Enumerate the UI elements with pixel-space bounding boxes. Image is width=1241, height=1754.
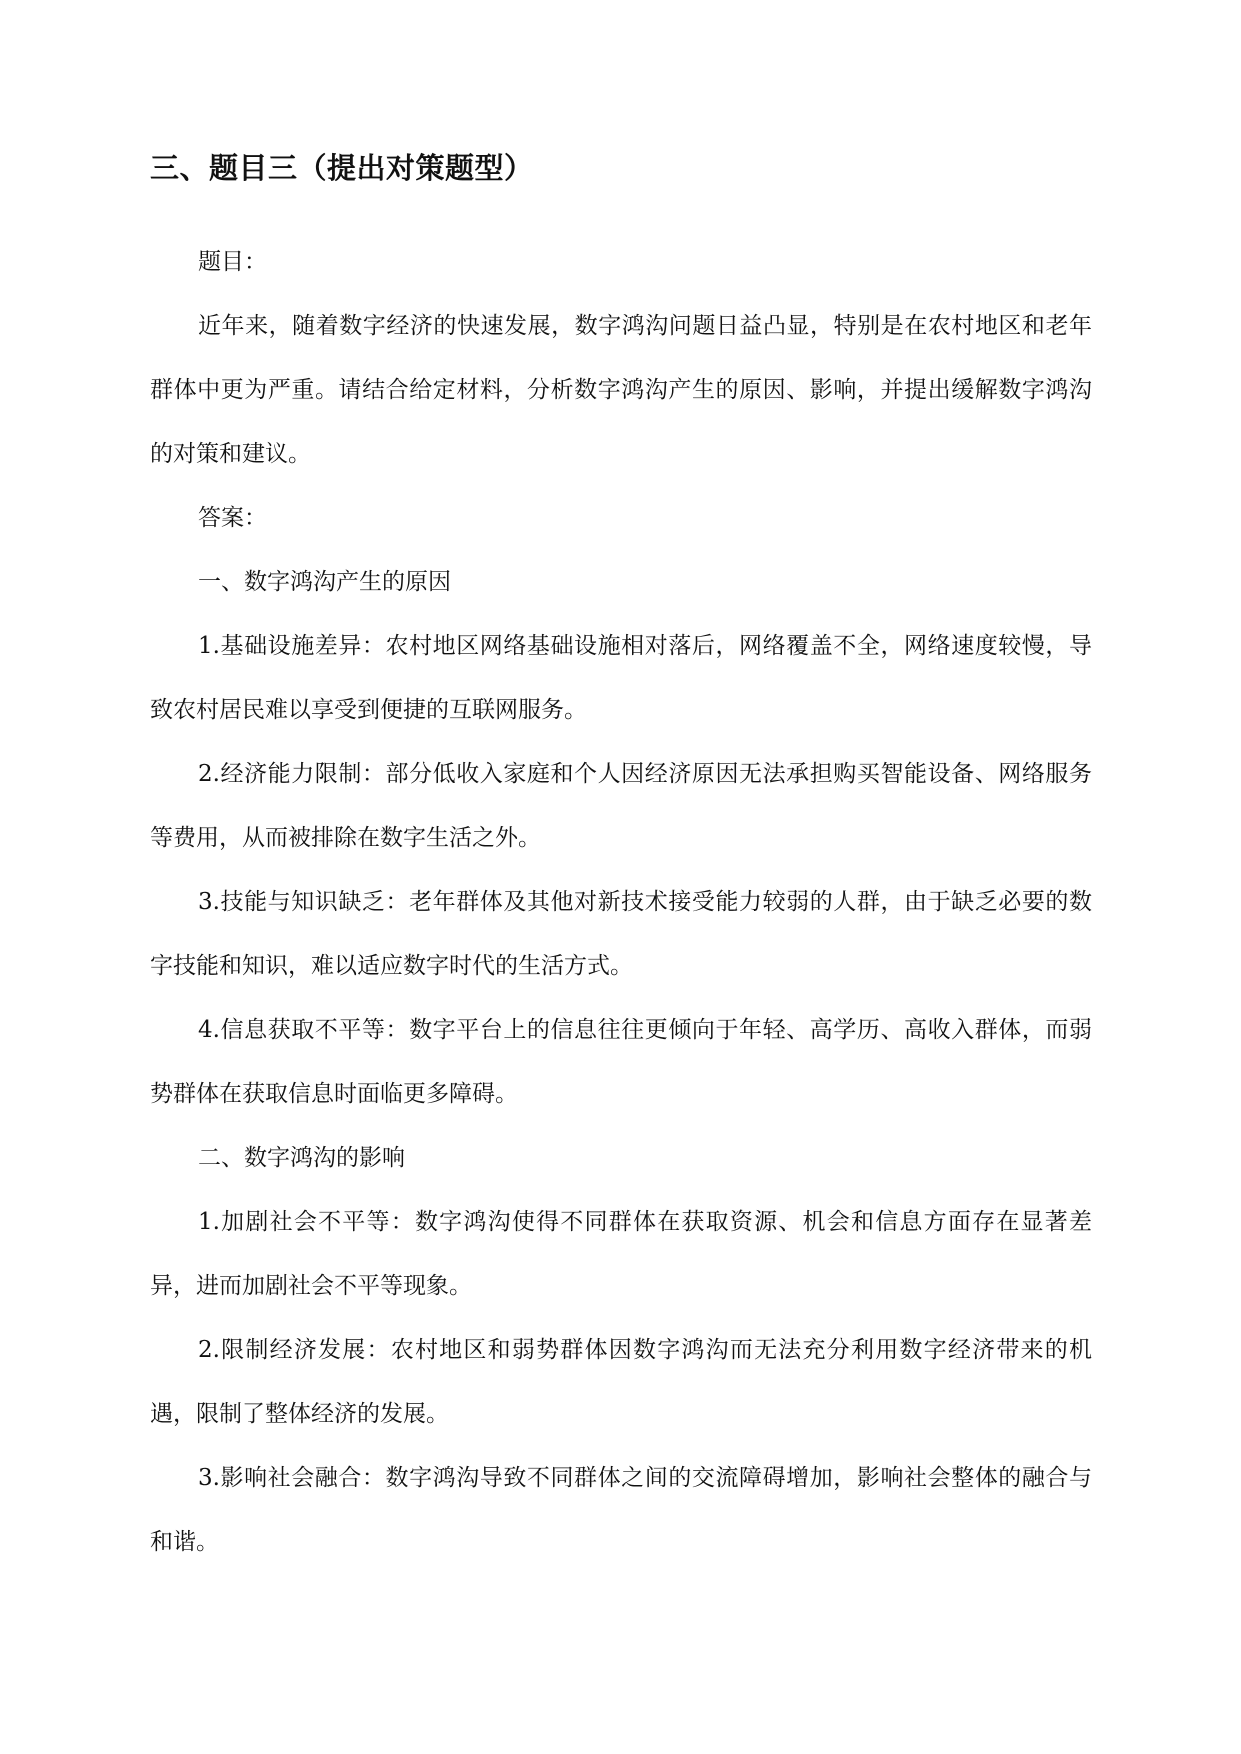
section-1-item-4: 4.信息获取不平等：数字平台上的信息往往更倾向于年轻、高学历、高收入群体，而弱势群体在获取信息时面临更多障碍。	[150, 1017, 1092, 1107]
section-1-item-3: 3.技能与知识缺乏：老年群体及其他对新技术接受能力较弱的人群，由于缺乏必要的数字技能和知识，难以适应数字时代的生活方式。	[150, 889, 1092, 979]
section-2-item-3: 3.影响社会融合：数字鸿沟导致不同群体之间的交流障碍增加，影响社会整体的融合与和谐。	[150, 1465, 1092, 1555]
section-2-item-2: 2.限制经济发展：农村地区和弱势群体因数字鸿沟而无法充分利用数字经济带来的机遇，限制了整体经济的发展。	[150, 1337, 1092, 1427]
answer-label: 答案：	[198, 505, 267, 531]
question-label: 题目：	[198, 249, 267, 275]
section-1-title: 一、数字鸿沟产生的原因	[198, 569, 451, 595]
section-2-item-1: 1.加剧社会不平等：数字鸿沟使得不同群体在获取资源、机会和信息方面存在显著差异，进而加剧社会不平等现象。	[150, 1209, 1092, 1299]
question-text: 近年来，随着数字经济的快速发展，数字鸿沟问题日益凸显，特别是在农村地区和老年群体中更为严重。请结合给定材料，分析数字鸿沟产生的原因、影响，并提出缓解数字鸿沟的对策和建议。	[150, 313, 1092, 467]
section-heading: 三、题目三（提出对策题型）	[150, 151, 534, 185]
section-2-title: 二、数字鸿沟的影响	[198, 1145, 405, 1171]
document-content	[150, 148, 1092, 1574]
section-1-item-1: 1.基础设施差异：农村地区网络基础设施相对落后，网络覆盖不全，网络速度较慢，导致农村居民难以享受到便捷的互联网服务。	[150, 633, 1092, 723]
section-1-item-2: 2.经济能力限制：部分低收入家庭和个人因经济原因无法承担购买智能设备、网络服务等费用，从而被排除在数字生活之外。	[150, 761, 1092, 851]
